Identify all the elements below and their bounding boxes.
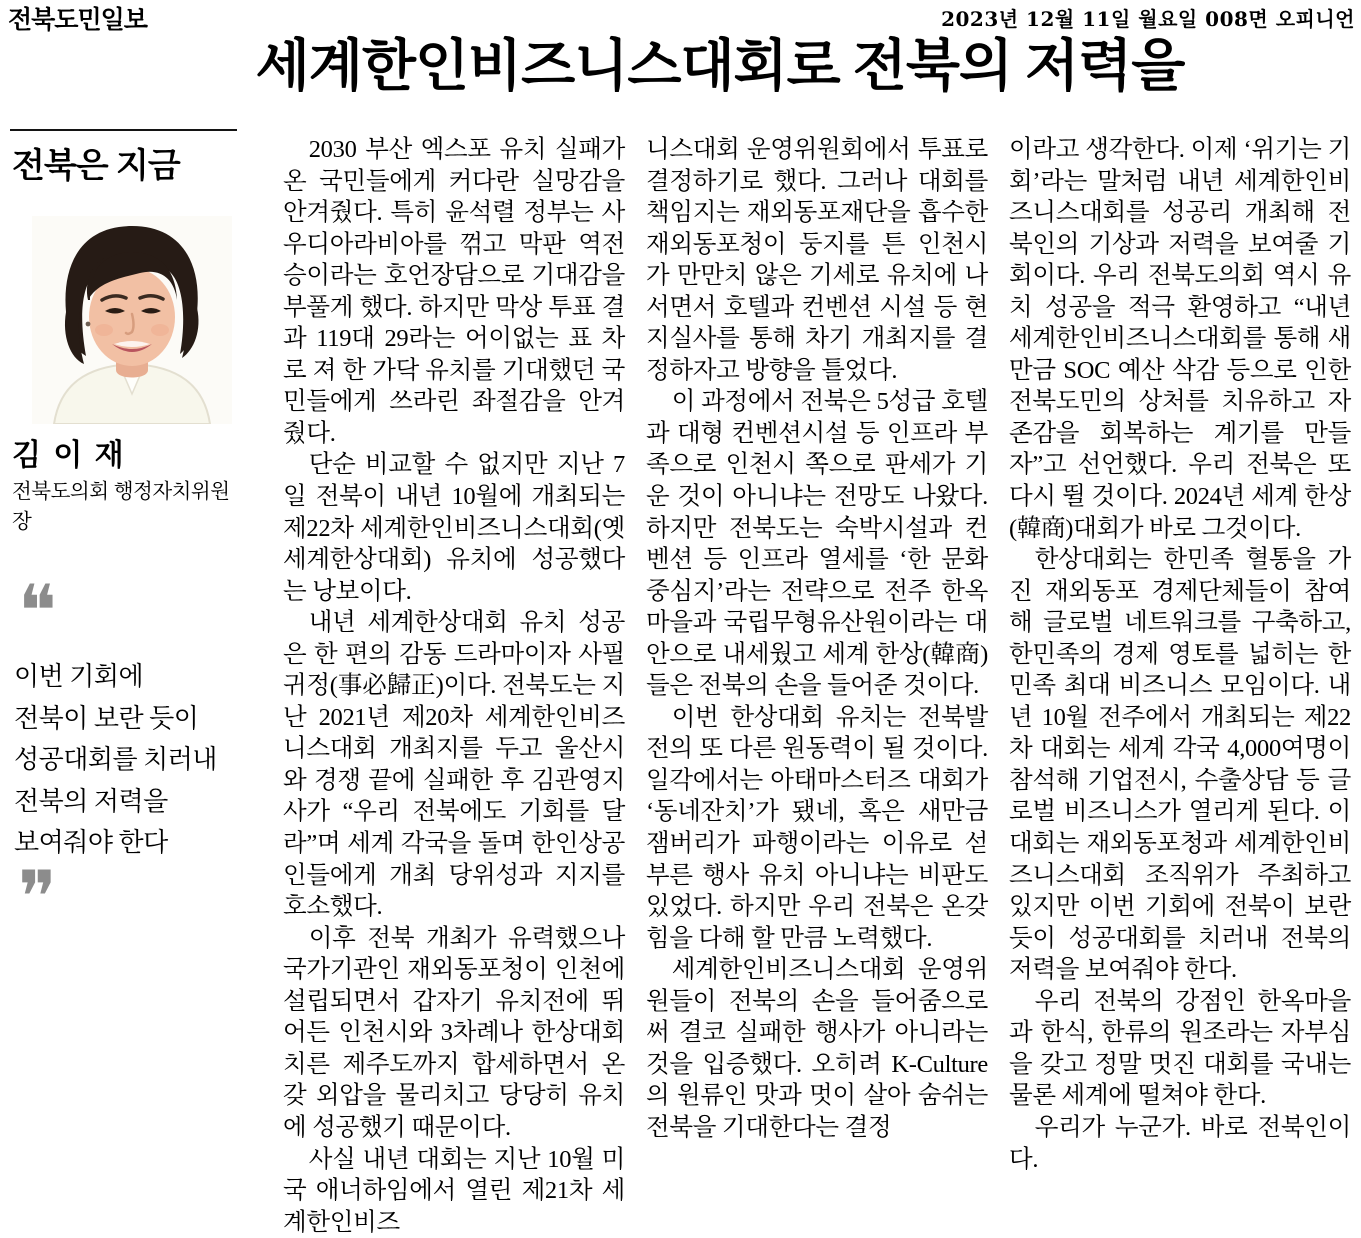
author-portrait-image bbox=[32, 216, 232, 424]
paragraph: 우리 전북의 강점인 한옥마을과 한식, 한류의 원조라는 자부심을 갖고 정말 멋진 대회를 국내는 물론 세계에 떨쳐야 한다. bbox=[1009, 986, 1351, 1112]
paragraph: 내년 세계한상대회 유치 성공은 한 편의 감동 드라마이자 사필귀정(事必歸正)이다. 전북도는 지난 2021년 제20차 세계한인비즈니스대회 개최지를 두고 울산시와 경쟁 끝에 실패한 후 김관영지사가 “우리 전북에도 기회를 달라”며 세계 각국을 돌며 한인상공인들에게 개최 당위성과 지지를 호소했다. bbox=[283, 607, 625, 922]
pull-quote-line: 성공대회를 치러내 bbox=[14, 739, 244, 781]
section-title: 전북은 지금 bbox=[12, 138, 180, 187]
paragraph: 이번 한상대회 유치는 전북발전의 또 다른 원동력이 될 것이다. 일각에서는 아태마스터즈 대회가 ‘동네잔치’가 됐네, 혹은 새만금 잼버리가 파행이라는 이유로 섣부른 행사 유치 아니냐는 비판도 있었다. 하지만 우리 전북은 온갖 힘을 다해 할 만큼 노력했다. bbox=[646, 702, 988, 954]
open-quote-icon: ❝ bbox=[18, 576, 57, 648]
dateline: 2023년 12월 11일 월요일 008면 오피니언 bbox=[941, 3, 1355, 32]
paragraph: 니스대회 운영위원회에서 투표로 결정하기로 했다. 그러나 대회를 책임지는 재외동포재단을 흡수한 재외동포청이 둥지를 튼 인천시가 만만치 않은 기세로 유치에 나서면서 호텔과 컨벤션 시설 등 현지실사를 통해 차기 개최지를 결정하자고 방향을 틀었다. bbox=[646, 134, 988, 386]
paragraph: 세계한인비즈니스대회 운영위원들이 전북의 손을 들어줌으로써 결코 실패한 행사가 아니라는 것을 입증했다. 오히려 K-Culture의 원류인 맛과 멋이 살아 숨쉬는 전북을 기대한다는 결정 bbox=[646, 954, 988, 1143]
article-column-1 bbox=[283, 134, 625, 1238]
article-column-2 bbox=[646, 134, 988, 1238]
close-quote-icon: ❞ bbox=[18, 862, 57, 934]
paragraph: 사실 내년 대회는 지난 10월 미국 애너하임에서 열린 제21차 세계한인비즈 bbox=[283, 1144, 625, 1238]
paragraph: 이후 전북 개최가 유력했으나 국가기관인 재외동포청이 인천에 설립되면서 갑자기 유치전에 뛰어든 인천시와 3차례나 한상대회 치른 제주도까지 합세하면서 온갖 외압을 물리치고 당당히 유치에 성공했기 때문이다. bbox=[283, 923, 625, 1144]
pull-quote-line: 보여줘야 한다 bbox=[14, 822, 244, 864]
paragraph: 우리가 누군가. 바로 전북인이다. bbox=[1009, 1112, 1351, 1175]
paragraph: 한상대회는 한민족 혈통을 가진 재외동포 경제단체들이 참여해 글로벌 네트워크를 구축하고, 한민족의 경제 영토를 넓히는 한민족 최대 비즈니스 모임이다. 내년 10월 전주에서 개최되는 제22차 대회는 세계 각국 4,000여명이 참석해 기업전시, 수출상담 등 글로벌 비즈니스가 열리게 된다. 이 대회는 재외동포청과 세계한인비즈니스대회 조직위가 주최하고 있지만 이번 기회에 전북이 보란 듯이 성공대회를 치러내 전북의 저력을 보여줘야 한다. bbox=[1009, 544, 1351, 986]
article-column-3 bbox=[1009, 134, 1351, 1238]
masthead: 전북도민일보 bbox=[8, 0, 147, 36]
paragraph: 이 과정에서 전북은 5성급 호텔과 대형 컨벤션시설 등 인프라 부족으로 인천시 쪽으로 판세가 기운 것이 아니냐는 전망도 나왔다. 하지만 전북도는 숙박시설과 컨벤션 등 인프라 열세를 ‘한 문화 중심지’라는 전략으로 전주 한옥마을과 국립무형유산원이라는 대안으로 내세웠고 세계 한상(韓商)들은 전북의 손을 들어준 것이다. bbox=[646, 386, 988, 701]
pull-quote-line: 전북이 보란 듯이 bbox=[14, 698, 244, 740]
pull-quote bbox=[14, 656, 244, 864]
pull-quote-line: 전북의 저력을 bbox=[14, 781, 244, 823]
article-body bbox=[283, 134, 1353, 1238]
paragraph: 이라고 생각한다. 이제 ‘위기는 기회’라는 말처럼 내년 세계한인비즈니스대회를 성공리 개최해 전북인의 기상과 저력을 보여줄 기회이다. 우리 전북도의회 역시 유치 성공을 적극 환영하고 “내년 세계한인비즈니스대회를 통해 새만금 SOC 예산 삭감 등으로 인한 전북도민의 상처를 치유하고 자존감을 회복하는 계기를 만들자”고 선언했다. 우리 전북은 또다시 뛸 것이다. 2024년 세계 한상(韓商)대회가 바로 그것이다. bbox=[1009, 134, 1351, 544]
pull-quote-line: 이번 기회에 bbox=[14, 656, 244, 698]
author-photo bbox=[32, 216, 232, 424]
headline: 세계한인비즈니스대회로 전북의 저력을 bbox=[79, 22, 1361, 102]
sidebar-top-rule bbox=[10, 129, 237, 131]
paragraph: 단순 비교할 수 없지만 지난 7일 전북이 내년 10월에 개최되는 제22차 세계한인비즈니스대회(옛 세계한상대회) 유치에 성공했다는 낭보이다. bbox=[283, 449, 625, 607]
paragraph: 2030 부산 엑스포 유치 실패가 온 국민들에게 커다란 실망감을 안겨줬다. 특히 윤석렬 정부는 사우디아라비아를 꺾고 막판 역전승이라는 호언장담으로 기대감을 부풀게 했다. 하지만 막상 투표 결과 119대 29라는 어이없는 표 차로 져 한 가닥 유치를 기대했던 국민들에게 쓰라린 좌절감을 안겨줬다. bbox=[283, 134, 625, 449]
author-title: 전북도의회 행정자치위원장 bbox=[12, 474, 240, 534]
author-name: 김 이 재 bbox=[12, 430, 126, 474]
